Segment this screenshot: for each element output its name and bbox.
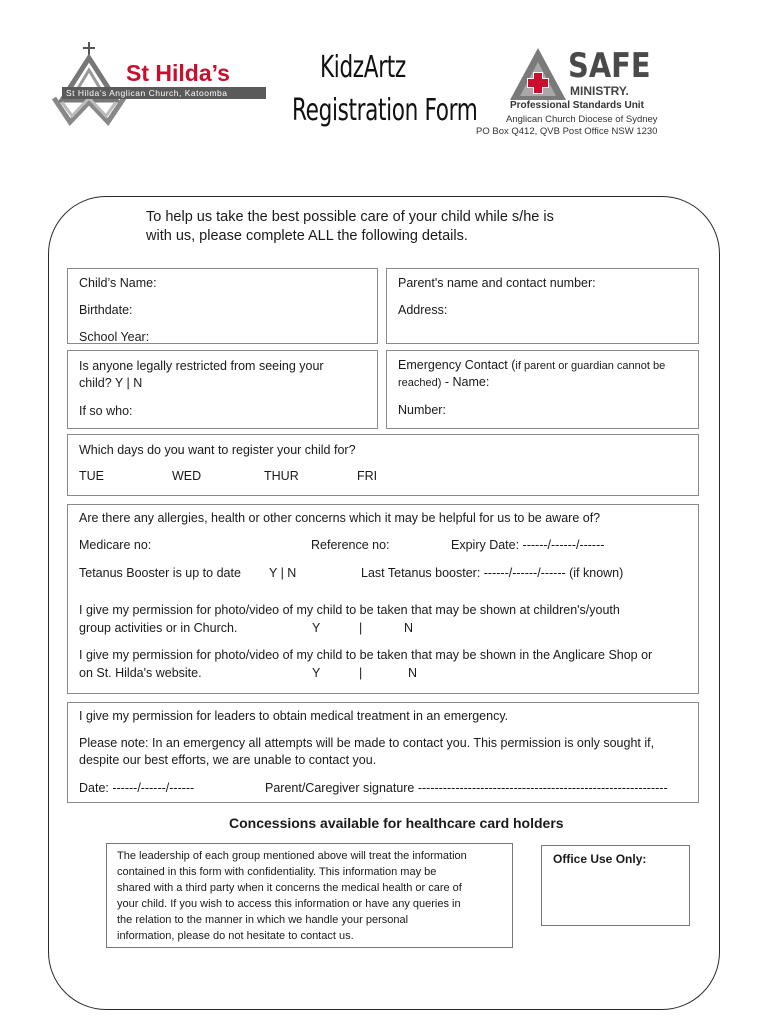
photo-consent-1-yes[interactable]: Y — [312, 621, 321, 635]
photo-consent-1-separator: | — [359, 621, 363, 635]
st-hildas-logo — [52, 40, 267, 130]
safe-logo-word: SAFE — [568, 46, 651, 86]
photo-consent-2-line1: I give my permission for photo/video of my child to be taken that may be shown in the Anglicare Shop or — [79, 648, 653, 662]
birthdate-field[interactable]: Birthdate: — [79, 303, 133, 317]
reference-field[interactable]: Reference no: — [311, 538, 390, 552]
org-subtitle-banner: St Hilda’s Anglican Church, Katoomba — [62, 87, 266, 99]
intro-line1: To help us take the best possible care of your child while s/he is — [146, 209, 554, 225]
health-consent-box — [67, 504, 699, 694]
signature-field[interactable]: Parent/Caregiver signature ------------------------------------------------------------ — [265, 781, 668, 795]
child-details-box — [67, 268, 378, 344]
emergency-number-field[interactable]: Number: — [398, 403, 446, 417]
safe-unit: Professional Standards Unit — [510, 100, 644, 111]
form-title-line1: KidzArtz — [320, 50, 406, 85]
privacy-line: shared with a third party when it concerns the medical health or care of — [117, 882, 462, 894]
emergency-contact-label: Emergency Contact ( — [398, 358, 516, 372]
legal-restriction-box — [67, 350, 378, 429]
restriction-yn-choice[interactable]: child? Y | N — [79, 376, 143, 390]
last-tetanus-field[interactable]: Last Tetanus booster: ------/------/------ (if known) — [361, 566, 624, 580]
parent-details-box — [386, 268, 699, 344]
tetanus-yn-choice[interactable]: Y | N — [269, 566, 297, 580]
emergency-name-field[interactable] — [398, 375, 489, 389]
privacy-line: The leadership of each group mentioned above will treat the information — [117, 850, 467, 862]
safe-ministry-logo — [476, 44, 696, 144]
date-field[interactable]: Date: ------/------/------ — [79, 781, 195, 795]
photo-consent-1-line1: I give my permission for photo/video of my child to be taken that may be shown at children's/youth — [79, 603, 620, 617]
day-option-thur[interactable]: THUR — [264, 469, 299, 483]
child-name-field[interactable]: Child’s Name: — [79, 276, 157, 290]
privacy-line: contained in this form with confidentiality. This information may be — [117, 866, 437, 878]
medical-consent-box — [67, 702, 699, 803]
privacy-line: the relation to the manner in which we handle your personal — [117, 914, 409, 926]
photo-consent-2-no[interactable]: N — [408, 666, 418, 680]
parent-contact-field[interactable]: Parent's name and contact number: — [398, 276, 596, 290]
days-selection-box — [67, 434, 699, 496]
office-use-box — [541, 845, 690, 926]
photo-consent-2-line2: on St. Hilda's website. — [79, 666, 202, 680]
emergency-note-line2: reached) — [398, 377, 442, 389]
restricted-person-field[interactable]: If so who: — [79, 404, 133, 418]
emergency-contact-box — [386, 350, 699, 429]
medicare-field[interactable]: Medicare no: — [79, 538, 152, 552]
address-field[interactable]: Address: — [398, 303, 448, 317]
privacy-notice-box — [106, 843, 513, 948]
day-option-tue[interactable]: TUE — [79, 469, 104, 483]
photo-consent-2-yes[interactable]: Y — [312, 666, 321, 680]
expiry-date-field[interactable]: Expiry Date: ------/------/------ — [451, 538, 605, 552]
office-use-label: Office Use Only: — [553, 852, 647, 866]
form-title-line2: Registration Form — [292, 93, 478, 128]
day-option-wed[interactable]: WED — [172, 469, 202, 483]
days-question: Which days do you want to register your child for? — [79, 443, 356, 457]
intro-line2: with us, please complete ALL the following details. — [146, 228, 468, 244]
medical-note-line2: despite our best efforts, we are unable to contact you. — [79, 753, 377, 767]
restriction-question: Is anyone legally restricted from seeing your — [79, 359, 324, 373]
org-name: St Hilda’s — [126, 60, 230, 86]
ministry-logo-word: MINISTRY. — [570, 84, 629, 98]
medical-permission: I give my permission for leaders to obtain medical treatment in an emergency. — [79, 709, 509, 723]
concessions-heading: Concessions available for healthcare card holders — [229, 815, 564, 831]
safe-ministry-emblem-icon — [508, 46, 568, 102]
health-question: Are there any allergies, health or other concerns which it may be helpful for us to be aware of? — [79, 511, 601, 525]
day-option-fri[interactable]: FRI — [357, 469, 378, 483]
photo-consent-1-no[interactable]: N — [404, 621, 414, 635]
medical-note-line1: Please note: In an emergency all attempts will be made to contact you. This permission is only sought if, — [79, 736, 655, 750]
tetanus-label: Tetanus Booster is up to date — [79, 566, 241, 580]
photo-consent-1-line2: group activities or in Church. — [79, 621, 238, 635]
emergency-note-line1: if parent or guardian cannot be — [515, 360, 666, 372]
safe-address: PO Box Q412, QVB Post Office NSW 1230 — [476, 126, 658, 137]
school-year-field[interactable]: School Year: — [79, 330, 150, 344]
photo-consent-2-separator: | — [359, 666, 363, 680]
emergency-contact-heading — [398, 358, 665, 372]
emergency-name-label: - Name: — [441, 375, 490, 389]
safe-diocese: Anglican Church Diocese of Sydney — [506, 114, 658, 125]
privacy-line: your child. If you wish to access this information or have any queries in — [117, 898, 461, 910]
privacy-line: information, please do not hesitate to contact us. — [117, 930, 354, 942]
